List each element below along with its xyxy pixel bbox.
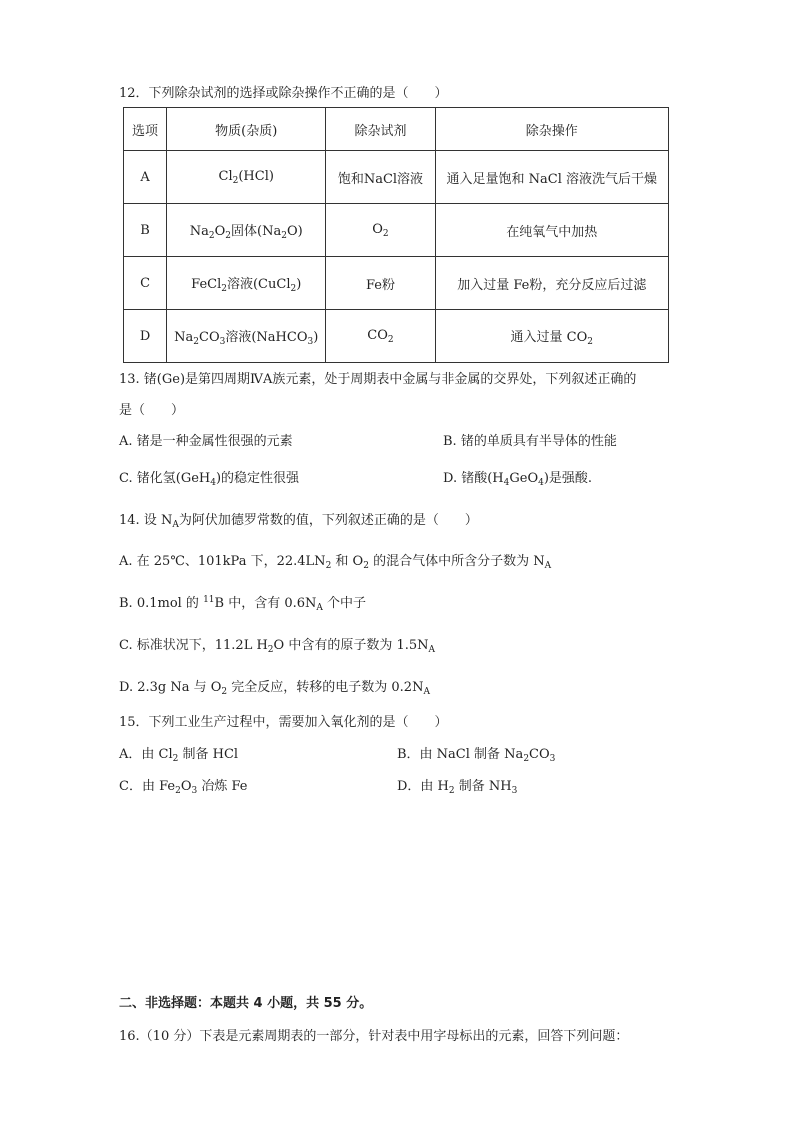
text: B 中，含有 0.6N [214, 596, 317, 611]
subscript: 2 [281, 230, 287, 241]
subscript: 2 [587, 336, 594, 347]
question-13-stem: 13. 锗(Ge)是第四周期ⅣA族元素，处于周期表中金属与非金属的交界处，下列叙述正确的 [119, 372, 637, 387]
question-16-stem: 16.（10 分）下表是元素周期表的一部分，针对表中用字母标出的元素，回答下列问题： [119, 1029, 629, 1044]
row-substance [167, 151, 326, 204]
subscript: A [172, 520, 179, 530]
text: 完全反应，转移的电子数为 0.2N [227, 680, 424, 695]
text: Na [189, 223, 209, 239]
row-operation [435, 310, 668, 363]
text: 个中子 [322, 596, 367, 611]
subscript: 4 [503, 478, 510, 488]
row-substance [167, 204, 326, 257]
q13-option-a: A. 锗是一种金属性很强的元素 [119, 434, 293, 449]
section-heading: 二、非选择题：本题共 4 小题，共 55 分。 [119, 996, 373, 1011]
q14-option-d [119, 676, 430, 697]
text: 冶炼 Fe [197, 779, 248, 794]
text: C. 锗化氢(GeH [119, 471, 211, 486]
table-row [124, 310, 669, 363]
text: FeCl [191, 276, 222, 292]
subscript: 2 [448, 786, 455, 796]
q14-option-a [119, 550, 551, 571]
text: (HCl) [238, 168, 274, 184]
text: CO [199, 329, 220, 345]
text: O [372, 221, 383, 237]
subscript: 4 [210, 478, 216, 488]
subscript: A [423, 687, 430, 697]
q15-option-a [119, 743, 238, 764]
subscript: 2 [267, 645, 274, 655]
header-substance: 物质(杂质) [167, 108, 326, 151]
text: 通入过量 CO [510, 329, 588, 345]
row-operation: 在纯氧气中加热 [435, 204, 668, 257]
subscript: 2 [387, 334, 394, 345]
superscript: 11 [203, 595, 215, 605]
row-substance [167, 257, 326, 310]
subscript: 2 [221, 687, 228, 697]
q15-option-c [119, 775, 248, 796]
subscript: 2 [193, 336, 199, 347]
purification-table [123, 107, 669, 363]
subscript: A [316, 603, 323, 613]
subscript: 2 [363, 561, 369, 571]
subscript: 3 [219, 336, 226, 347]
question-15-stem: 15．下列工业生产过程中，需要加入氧化剂的是（ ） [119, 715, 448, 730]
subscript: 3 [191, 786, 198, 796]
q15-option-d [397, 775, 517, 796]
header-operation: 除杂操作 [435, 108, 668, 151]
subscript: 2 [208, 230, 215, 241]
header-reagent: 除杂试剂 [326, 108, 435, 151]
text: B. 0.1mol 的 [119, 596, 204, 611]
row-reagent: Fe粉 [326, 257, 435, 310]
text: ) [296, 276, 302, 292]
row-reagent: 饱和NaCl溶液 [326, 151, 435, 204]
q14-option-b [119, 592, 366, 613]
text: Cl [218, 168, 233, 184]
text: A．由 Cl [119, 747, 173, 762]
table-row [124, 204, 669, 257]
text: 固体(Na [231, 223, 282, 239]
row-option: C [124, 257, 167, 310]
text: 的混合气体中所含分子数为 N [368, 554, 545, 569]
text: CO [367, 327, 388, 343]
row-option: A [124, 151, 167, 204]
text: D. 2.3g Na 与 O [119, 680, 222, 695]
text: CO [529, 747, 550, 762]
q13-option-c [119, 467, 299, 488]
row-reagent [326, 204, 435, 257]
text: B．由 NaCl 制备 Na [397, 747, 524, 762]
text: 溶液(CuCl [226, 276, 291, 292]
subscript: 2 [225, 230, 232, 241]
subscript: 2 [172, 754, 179, 764]
text: ) [313, 329, 319, 345]
text: GeO [509, 471, 539, 486]
question-12-stem: 12．下列除杂试剂的选择或除杂操作不正确的是（ ） [119, 86, 448, 101]
subscript: 2 [382, 228, 389, 239]
subscript: 3 [511, 786, 518, 796]
subscript: 3 [549, 754, 556, 764]
subscript: 2 [523, 754, 530, 764]
text: O [214, 223, 226, 239]
subscript: A [428, 645, 436, 655]
subscript: 2 [175, 786, 181, 796]
q15-option-b [397, 743, 555, 764]
q13-option-b: B. 锗的单质具有半导体的性能 [443, 434, 617, 449]
text: 14. 设 N [119, 513, 173, 528]
subscript: 4 [538, 478, 544, 488]
q13-option-d [443, 467, 592, 488]
subscript: 2 [325, 561, 332, 571]
text: C. 标准状况下，11.2L H [119, 638, 268, 653]
text: 制备 NH [454, 779, 512, 794]
subscript: 2 [221, 283, 227, 294]
table-row [124, 257, 669, 310]
subscript: A [544, 561, 552, 571]
text: D．由 H [397, 779, 449, 794]
subscript: 2 [232, 175, 239, 186]
text: )是强酸. [543, 471, 593, 486]
text: 和 O [331, 554, 364, 569]
text: )的稳定性很强 [215, 471, 300, 486]
row-reagent [326, 310, 435, 363]
text: 制备 HCl [178, 747, 239, 762]
table-row [124, 151, 669, 204]
text: D. 锗酸(H [443, 471, 504, 486]
question-13-stem-cont: 是（ ） [119, 403, 185, 418]
row-option: D [124, 310, 167, 363]
header-option: 选项 [124, 108, 167, 151]
subscript: 2 [290, 283, 297, 294]
table-header-row [124, 108, 669, 151]
text: Na [174, 329, 194, 345]
text: 溶液(NaHCO [225, 329, 308, 345]
question-14-stem [119, 509, 478, 530]
row-substance [167, 310, 326, 363]
q14-option-c [119, 634, 435, 655]
text: C．由 Fe [119, 779, 176, 794]
row-option: B [124, 204, 167, 257]
row-operation: 加入过量 Fe粉，充分反应后过滤 [435, 257, 668, 310]
row-operation: 通入足量饱和 NaCl 溶液洗气后干燥 [435, 151, 668, 204]
text: O 中含有的原子数为 1.5N [273, 638, 429, 653]
text: O) [286, 223, 303, 239]
text: O [180, 779, 192, 794]
subscript: 3 [307, 336, 314, 347]
text: 为阿伏加德罗常数的值，下列叙述正确的是（ ） [178, 513, 478, 528]
text: A. 在 25℃、101kPa 下，22.4LN [119, 554, 326, 569]
